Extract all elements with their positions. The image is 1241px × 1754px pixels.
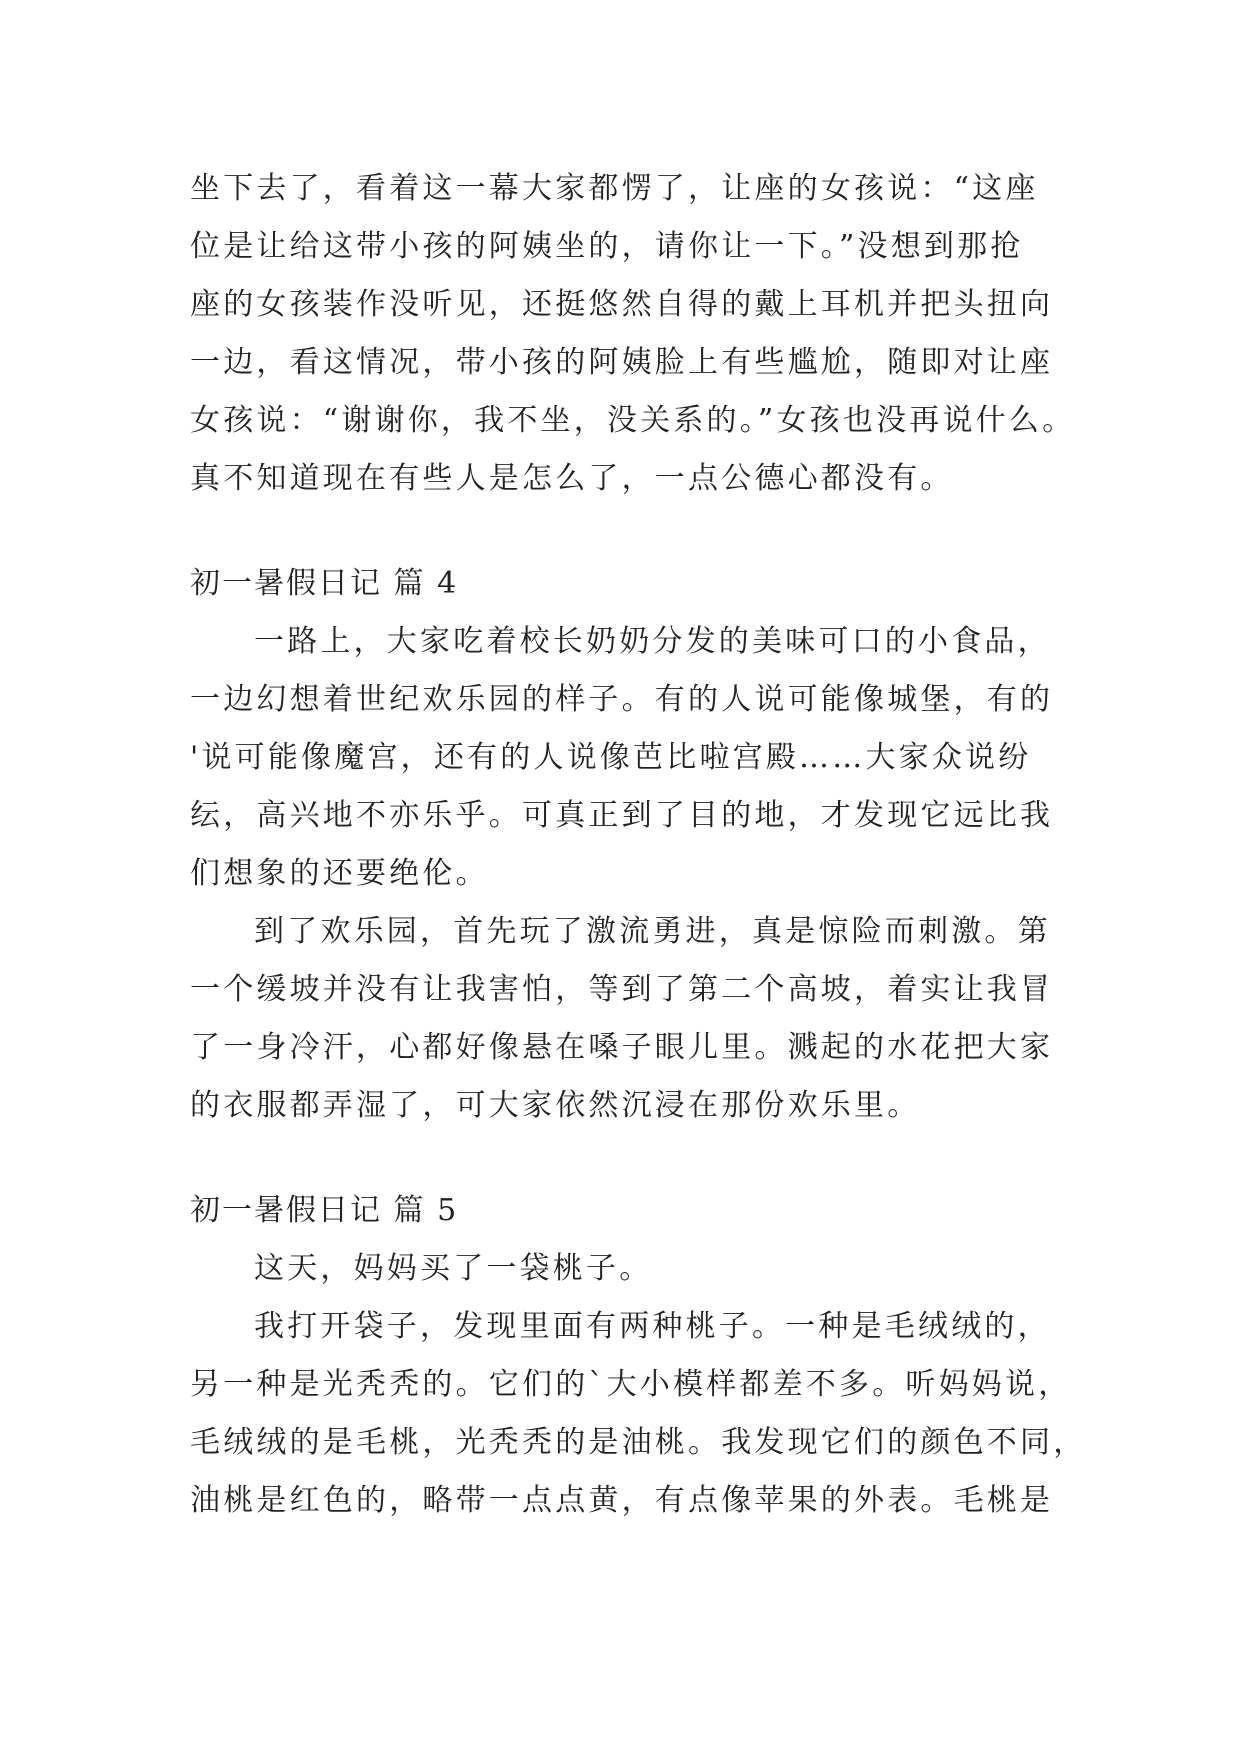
text-line: 油桃是红色的，略带一点点黄，有点像苹果的外表。毛桃是 (190, 1483, 1054, 1518)
section-4 (190, 555, 1060, 1135)
text-line: 女孩说：“谢谢你，我不坐，没关系的。”女孩也没再说什么。 (190, 403, 1076, 438)
text-line: 了一身冷汗，心都好像悬在嗓子眼儿里。溅起的水花把大家 (190, 1030, 1054, 1065)
text-line: 们想象的还要绝伦。 (190, 856, 489, 891)
text-line: 一边幻想着世纪欢乐园的样子。有的人说可能像城堡，有的 (190, 682, 1054, 717)
section-5-heading: 初一暑假日记 篇 5 (190, 1193, 459, 1228)
text-line: 另一种是光秃秃的。它们的`大小模样都差不多。听妈妈说， (190, 1367, 1072, 1402)
section-5-paragraph-1 (190, 1240, 1060, 1298)
text-line: 的衣服都弄湿了，可大家依然沉浸在那份欢乐里。 (190, 1088, 921, 1123)
section-5 (190, 1182, 1087, 1530)
text-line: 一路上，大家吃着校长奶奶分发的美味可口的小食品， (254, 624, 1051, 659)
text-line: 座的女孩装作没听见，还挺悠然自得的戴上耳机并把头扭向 (190, 287, 1054, 322)
text-line: 我打开袋子，发现里面有两种桃子。一种是毛绒绒的， (254, 1309, 1051, 1344)
section-gap (190, 1135, 1060, 1182)
section-4-paragraph-2 (190, 903, 1060, 1135)
paragraph-continued (190, 160, 1076, 508)
text-line: 一个缓坡并没有让我害怕，等到了第二个高坡，着实让我冒 (190, 972, 1054, 1007)
section-gap (190, 508, 1060, 555)
text-line: '说可能像魔宫，还有的人说像芭比啦宫殿……大家众说纷 (190, 740, 1032, 775)
text-line: 一边，看这情况，带小孩的阿姨脸上有些尴尬，随即对让座 (190, 345, 1054, 380)
text-line: 到了欢乐园，首先玩了激流勇进，真是惊险而刺激。第 (254, 914, 1051, 949)
text-line: 这天，妈妈买了一袋桃子。 (254, 1251, 653, 1286)
section-4-paragraph-1 (190, 613, 1060, 903)
document-page (190, 160, 1087, 1530)
text-line: 真不知道现在有些人是怎么了，一点公德心都没有。 (190, 461, 954, 496)
text-line: 位是让给这带小孩的阿姨坐的，请你让一下。”没想到那抢 (190, 229, 1024, 264)
text-line: 坐下去了，看着这一幕大家都愣了，让座的女孩说：“这座 (190, 171, 1039, 206)
section-4-heading: 初一暑假日记 篇 4 (190, 566, 459, 601)
text-line: 纭，高兴地不亦乐乎。可真正到了目的地，才发现它远比我 (190, 798, 1054, 833)
section-5-paragraph-2 (190, 1298, 1087, 1530)
text-line: 毛绒绒的是毛桃，光秃秃的是油桃。我发现它们的颜色不同， (190, 1425, 1087, 1460)
